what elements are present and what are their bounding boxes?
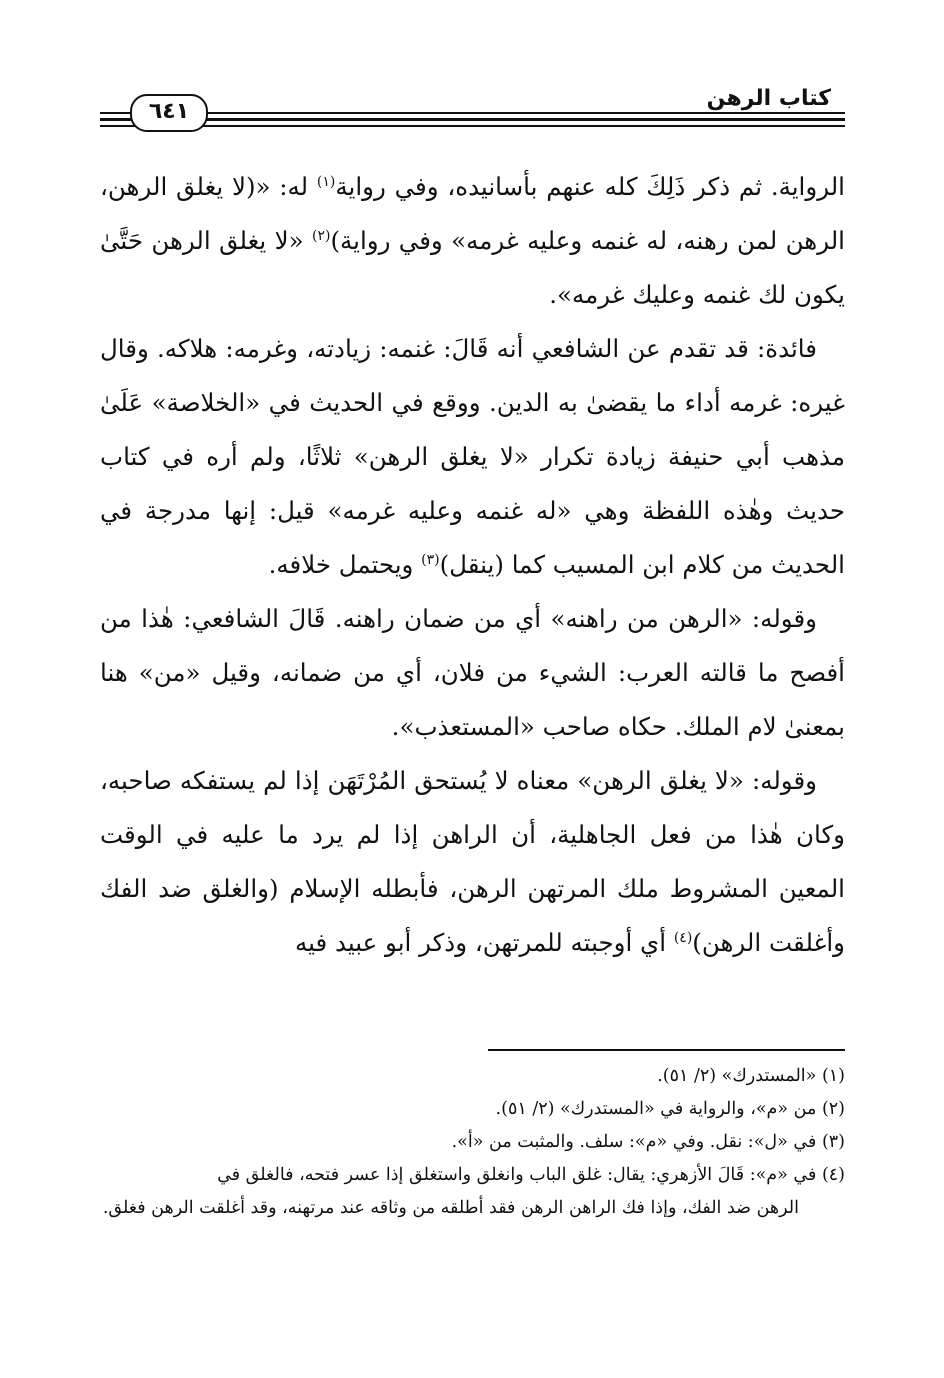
- header-rule: [100, 118, 845, 121]
- footnote-ref: (١): [316, 173, 336, 190]
- header-rule: [100, 125, 845, 127]
- paragraph-text: الرواية. ثم ذكر ذَلِكَ كله عنهم بأسانيده، وفي رواية: [335, 172, 845, 201]
- footnote-number: (٣): [821, 1132, 845, 1152]
- footnote-text: «المستدرك» (٢/ ٥١).: [657, 1066, 817, 1086]
- footnote-ref: (٢): [311, 227, 331, 244]
- main-text: [100, 160, 845, 970]
- paragraph-text: ويحتمل خلافه.: [268, 550, 422, 579]
- footnote-text: في «ل»: نقل. وفي «م»: سلف. والمثبت من «أ».: [451, 1132, 817, 1152]
- paragraph-text: «لا يغلق الرهن حَتَّىٰ يكون لك غنمه وعليك غرمه».: [100, 226, 845, 309]
- paragraph: وقوله: «الرهن من راهنه» أي من ضمان راهنه. قَالَ الشافعي: هٰذا من أفصح ما قالته العرب: الشيء من فلان، أي من ضمانه، وقيل «من» هنا بمعنىٰ لام الملك. حكاه صاحب «المستعذب».: [100, 604, 845, 741]
- paragraph-text: أي أوجبته للمرتهن، وذكر أبو عبيد فيه: [294, 928, 674, 957]
- paragraph: [100, 322, 845, 592]
- footnote: [100, 1060, 845, 1093]
- paragraph-text: له: «(لا يغلق الرهن، الرهن لمن رهنه، له غنمه وعليه غرمه» وفي رواية): [100, 172, 845, 255]
- footnote: [100, 1126, 845, 1159]
- footnote-ref: (٣): [421, 551, 440, 568]
- footnote-text: في «م»: قَالَ الأزهري: يقال: غلق الباب وانغلق واستغلق إذا عسر فتحه، فالغلق في: [217, 1165, 817, 1185]
- footnote-number: (١): [821, 1066, 845, 1086]
- header-rule: [100, 112, 845, 114]
- page-header: [100, 88, 845, 138]
- paragraph-text: فائدة: قد تقدم عن الشافعي أنه قَالَ: غنمه: زيادته، وغرمه: هلاكه. وقال غيره: غرمه أداء ما يقضىٰ به الدين. ووقع في الحديث في «الخلاصة» عَلَىٰ مذهب أبي حنيفة زيادة تكرار «لا يغلق الرهن» ثلاثًا، ولم أره في كتاب حديث وهٰذه اللفظة وهي «له غنمه وعليه غرمه» قيل: إنها مدرجة في الحديث من كلام ابن المسيب كما (ينقل): [100, 334, 845, 579]
- paragraph-text: وقوله: «لا يغلق الرهن» معناه لا يُستحق المُرْتَهَن إذا لم يستفكه صاحبه، وكان هٰذا من فعل الجاهلية، أن الراهن إذا لم يرد ما عليه في الوقت المعين المشروط ملك المرتهن الرهن، فأبطله الإسلام (والغلق ضد الفك وأغلقت الرهن): [100, 766, 845, 957]
- footnote: [100, 1159, 845, 1225]
- footnote-separator: [488, 1049, 845, 1051]
- footnote-number: (٢): [821, 1099, 845, 1119]
- footnote: [100, 1093, 845, 1126]
- paragraph: [100, 160, 845, 322]
- footnote-text: من «م»، والرواية في «المستدرك» (٢/ ٥١).: [495, 1099, 817, 1119]
- paragraph: [100, 754, 845, 970]
- footnotes: [100, 1060, 845, 1225]
- footnote-ref: (٤): [673, 929, 693, 946]
- page-number: ٦٤١: [130, 94, 208, 132]
- footnote-continuation: الرهن ضد الفك، وإذا فك الراهن الرهن فقد أطلقه من وثاقه عند مرتهنه، وقد أغلقت الرهن فغلق.: [102, 1198, 799, 1218]
- footnote-number: (٤): [821, 1165, 845, 1185]
- running-title: كتاب الرهن: [701, 86, 837, 111]
